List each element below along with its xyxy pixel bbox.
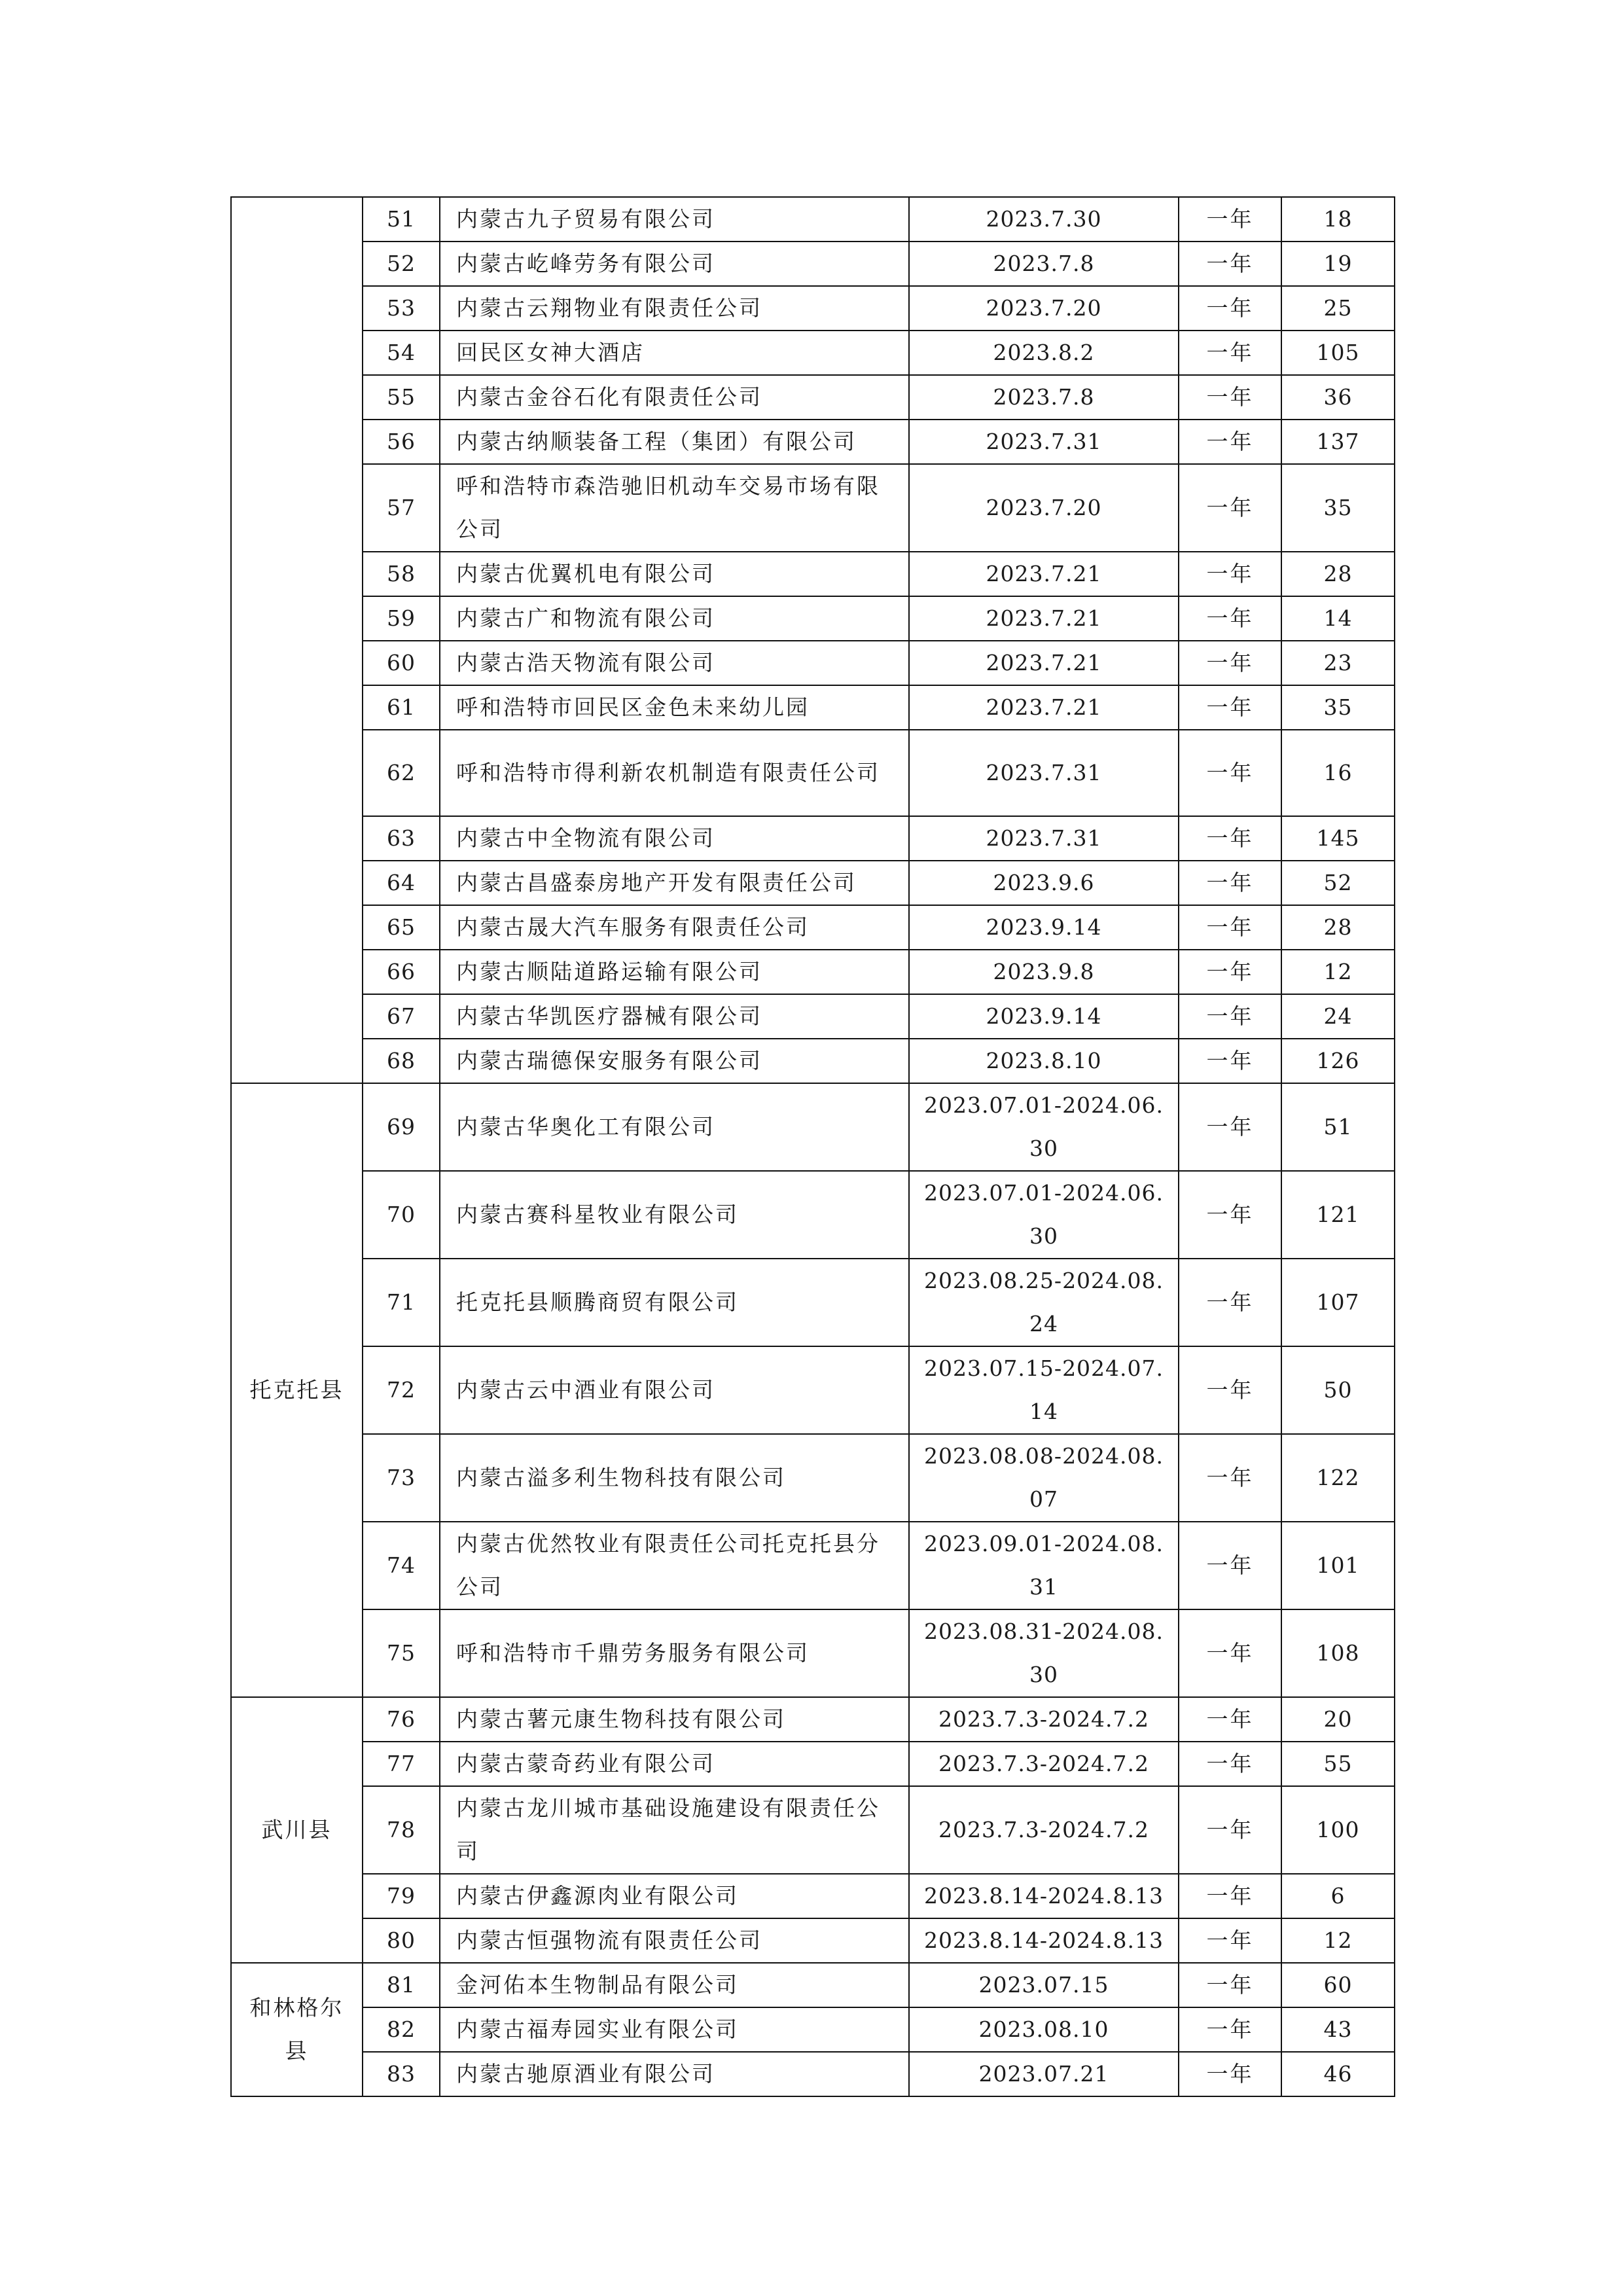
count-cell: 12 (1281, 950, 1395, 994)
company-name-cell: 内蒙古九子贸易有限公司 (440, 197, 909, 242)
count-cell: 122 (1281, 1434, 1395, 1522)
date-cell: 2023.7.3-2024.7.2 (909, 1742, 1179, 1786)
row-number-cell: 63 (363, 816, 440, 861)
date-cell: 2023.7.8 (909, 375, 1179, 420)
date-cell: 2023.9.6 (909, 861, 1179, 905)
count-cell: 28 (1281, 905, 1395, 950)
table-row (231, 861, 1395, 905)
date-cell: 2023.7.8 (909, 242, 1179, 286)
table-row (231, 2052, 1395, 2096)
count-cell: 107 (1281, 1259, 1395, 1346)
row-number-cell: 68 (363, 1039, 440, 1083)
term-cell: 一年 (1179, 641, 1281, 685)
company-name-cell: 内蒙古金谷石化有限责任公司 (440, 375, 909, 420)
date-cell: 2023.7.30 (909, 197, 1179, 242)
row-number-cell: 74 (363, 1522, 440, 1609)
count-cell: 18 (1281, 197, 1395, 242)
term-cell: 一年 (1179, 375, 1281, 420)
row-number-cell: 80 (363, 1918, 440, 1963)
count-cell: 12 (1281, 1918, 1395, 1963)
table-row (231, 2007, 1395, 2052)
count-cell: 121 (1281, 1171, 1395, 1259)
table-row (231, 464, 1395, 552)
company-name-cell: 内蒙古薯元康生物科技有限公司 (440, 1697, 909, 1742)
date-cell: 2023.08.25-2024.08.24 (909, 1259, 1179, 1346)
table-row (231, 1918, 1395, 1963)
company-name-cell: 内蒙古纳顺装备工程（集团）有限公司 (440, 420, 909, 464)
table-row (231, 286, 1395, 331)
count-cell: 28 (1281, 552, 1395, 596)
company-name-cell: 内蒙古恒强物流有限责任公司 (440, 1918, 909, 1963)
company-name-cell: 呼和浩特市得利新农机制造有限责任公司 (440, 730, 909, 816)
count-cell: 24 (1281, 994, 1395, 1039)
table-row (231, 994, 1395, 1039)
count-cell: 108 (1281, 1609, 1395, 1697)
company-name-cell: 内蒙古广和物流有限公司 (440, 596, 909, 641)
table-row (231, 1083, 1395, 1171)
count-cell: 137 (1281, 420, 1395, 464)
count-cell: 145 (1281, 816, 1395, 861)
row-number-cell: 77 (363, 1742, 440, 1786)
row-number-cell: 83 (363, 2052, 440, 2096)
date-cell: 2023.7.20 (909, 286, 1179, 331)
term-cell: 一年 (1179, 994, 1281, 1039)
term-cell: 一年 (1179, 2007, 1281, 2052)
date-cell: 2023.7.3-2024.7.2 (909, 1786, 1179, 1874)
company-name-cell: 内蒙古伊鑫源肉业有限公司 (440, 1874, 909, 1918)
date-cell: 2023.7.21 (909, 641, 1179, 685)
term-cell: 一年 (1179, 685, 1281, 730)
date-cell: 2023.9.14 (909, 994, 1179, 1039)
date-cell: 2023.7.21 (909, 552, 1179, 596)
row-number-cell: 55 (363, 375, 440, 420)
row-number-cell: 58 (363, 552, 440, 596)
table-row (231, 905, 1395, 950)
table-row (231, 1697, 1395, 1742)
term-cell: 一年 (1179, 1786, 1281, 1874)
term-cell: 一年 (1179, 2052, 1281, 2096)
row-number-cell: 60 (363, 641, 440, 685)
term-cell: 一年 (1179, 1742, 1281, 1786)
row-number-cell: 79 (363, 1874, 440, 1918)
table-row (231, 641, 1395, 685)
date-cell: 2023.09.01-2024.08.31 (909, 1522, 1179, 1609)
table-row (231, 685, 1395, 730)
row-number-cell: 66 (363, 950, 440, 994)
count-cell: 126 (1281, 1039, 1395, 1083)
table-row (231, 1346, 1395, 1434)
term-cell: 一年 (1179, 730, 1281, 816)
date-cell: 2023.8.14-2024.8.13 (909, 1874, 1179, 1918)
count-cell: 19 (1281, 242, 1395, 286)
company-name-cell: 内蒙古龙川城市基础设施建设有限责任公司 (440, 1786, 909, 1874)
company-name-cell: 金河佑本生物制品有限公司 (440, 1963, 909, 2007)
count-cell: 55 (1281, 1742, 1395, 1786)
term-cell: 一年 (1179, 331, 1281, 375)
company-name-cell: 呼和浩特市回民区金色未来幼儿园 (440, 685, 909, 730)
date-cell: 2023.08.10 (909, 2007, 1179, 2052)
company-name-cell: 内蒙古华凯医疗器械有限公司 (440, 994, 909, 1039)
row-number-cell: 51 (363, 197, 440, 242)
table-row (231, 197, 1395, 242)
row-number-cell: 61 (363, 685, 440, 730)
table-row (231, 1522, 1395, 1609)
count-cell: 105 (1281, 331, 1395, 375)
count-cell: 20 (1281, 1697, 1395, 1742)
count-cell: 60 (1281, 1963, 1395, 2007)
count-cell: 16 (1281, 730, 1395, 816)
row-number-cell: 62 (363, 730, 440, 816)
date-cell: 2023.7.31 (909, 816, 1179, 861)
row-number-cell: 56 (363, 420, 440, 464)
company-name-cell: 内蒙古驰原酒业有限公司 (440, 2052, 909, 2096)
term-cell: 一年 (1179, 420, 1281, 464)
company-name-cell: 托克托县顺腾商贸有限公司 (440, 1259, 909, 1346)
term-cell: 一年 (1179, 286, 1281, 331)
company-name-cell: 内蒙古中全物流有限公司 (440, 816, 909, 861)
enterprise-table-body (231, 197, 1395, 2096)
row-number-cell: 70 (363, 1171, 440, 1259)
term-cell: 一年 (1179, 861, 1281, 905)
company-name-cell: 回民区女神大酒店 (440, 331, 909, 375)
row-number-cell: 54 (363, 331, 440, 375)
term-cell: 一年 (1179, 816, 1281, 861)
row-number-cell: 76 (363, 1697, 440, 1742)
row-number-cell: 65 (363, 905, 440, 950)
date-cell: 2023.7.20 (909, 464, 1179, 552)
row-number-cell: 81 (363, 1963, 440, 2007)
term-cell: 一年 (1179, 1522, 1281, 1609)
date-cell: 2023.07.21 (909, 2052, 1179, 2096)
company-name-cell: 内蒙古屹峰劳务有限公司 (440, 242, 909, 286)
company-name-cell: 内蒙古顺陆道路运输有限公司 (440, 950, 909, 994)
table-row (231, 552, 1395, 596)
table-row (231, 1609, 1395, 1697)
count-cell: 25 (1281, 286, 1395, 331)
term-cell: 一年 (1179, 905, 1281, 950)
date-cell: 2023.8.10 (909, 1039, 1179, 1083)
count-cell: 35 (1281, 685, 1395, 730)
term-cell: 一年 (1179, 1963, 1281, 2007)
enterprise-table (230, 196, 1395, 2097)
term-cell: 一年 (1179, 464, 1281, 552)
count-cell: 50 (1281, 1346, 1395, 1434)
date-cell: 2023.8.2 (909, 331, 1179, 375)
table-row (231, 420, 1395, 464)
term-cell: 一年 (1179, 1874, 1281, 1918)
county-cell: 托克托县 (231, 1083, 363, 1697)
count-cell: 51 (1281, 1083, 1395, 1171)
count-cell: 14 (1281, 596, 1395, 641)
table-row (231, 1259, 1395, 1346)
table-row (231, 331, 1395, 375)
county-cell: 武川县 (231, 1697, 363, 1963)
row-number-cell: 52 (363, 242, 440, 286)
row-number-cell: 72 (363, 1346, 440, 1434)
term-cell: 一年 (1179, 242, 1281, 286)
count-cell: 101 (1281, 1522, 1395, 1609)
row-number-cell: 59 (363, 596, 440, 641)
table-row (231, 596, 1395, 641)
date-cell: 2023.9.14 (909, 905, 1179, 950)
date-cell: 2023.8.14-2024.8.13 (909, 1918, 1179, 1963)
row-number-cell: 69 (363, 1083, 440, 1171)
table-row (231, 1742, 1395, 1786)
row-number-cell: 82 (363, 2007, 440, 2052)
term-cell: 一年 (1179, 197, 1281, 242)
term-cell: 一年 (1179, 1609, 1281, 1697)
term-cell: 一年 (1179, 950, 1281, 994)
count-cell: 100 (1281, 1786, 1395, 1874)
date-cell: 2023.7.31 (909, 420, 1179, 464)
company-name-cell: 内蒙古优翼机电有限公司 (440, 552, 909, 596)
count-cell: 36 (1281, 375, 1395, 420)
company-name-cell: 呼和浩特市千鼎劳务服务有限公司 (440, 1609, 909, 1697)
company-name-cell: 内蒙古华奥化工有限公司 (440, 1083, 909, 1171)
company-name-cell: 呼和浩特市森浩驰旧机动车交易市场有限公司 (440, 464, 909, 552)
row-number-cell: 71 (363, 1259, 440, 1346)
company-name-cell: 内蒙古浩天物流有限公司 (440, 641, 909, 685)
count-cell: 46 (1281, 2052, 1395, 2096)
row-number-cell: 53 (363, 286, 440, 331)
date-cell: 2023.7.21 (909, 685, 1179, 730)
company-name-cell: 内蒙古昌盛泰房地产开发有限责任公司 (440, 861, 909, 905)
term-cell: 一年 (1179, 1697, 1281, 1742)
company-name-cell: 内蒙古赛科星牧业有限公司 (440, 1171, 909, 1259)
table-row (231, 1963, 1395, 2007)
date-cell: 2023.08.08-2024.08.07 (909, 1434, 1179, 1522)
count-cell: 43 (1281, 2007, 1395, 2052)
table-row (231, 1171, 1395, 1259)
date-cell: 2023.7.31 (909, 730, 1179, 816)
term-cell: 一年 (1179, 1918, 1281, 1963)
count-cell: 23 (1281, 641, 1395, 685)
row-number-cell: 75 (363, 1609, 440, 1697)
company-name-cell: 内蒙古福寿园实业有限公司 (440, 2007, 909, 2052)
company-name-cell: 内蒙古云翔物业有限责任公司 (440, 286, 909, 331)
county-cell: 和林格尔县 (231, 1963, 363, 2096)
table-row (231, 730, 1395, 816)
term-cell: 一年 (1179, 596, 1281, 641)
company-name-cell: 内蒙古瑞德保安服务有限公司 (440, 1039, 909, 1083)
table-row (231, 1874, 1395, 1918)
county-cell (231, 197, 363, 1083)
row-number-cell: 73 (363, 1434, 440, 1522)
term-cell: 一年 (1179, 1083, 1281, 1171)
count-cell: 6 (1281, 1874, 1395, 1918)
table-row (231, 1039, 1395, 1083)
row-number-cell: 64 (363, 861, 440, 905)
row-number-cell: 78 (363, 1786, 440, 1874)
term-cell: 一年 (1179, 552, 1281, 596)
table-row (231, 242, 1395, 286)
count-cell: 52 (1281, 861, 1395, 905)
date-cell: 2023.7.21 (909, 596, 1179, 641)
term-cell: 一年 (1179, 1434, 1281, 1522)
date-cell: 2023.07.01-2024.06.30 (909, 1171, 1179, 1259)
date-cell: 2023.07.01-2024.06.30 (909, 1083, 1179, 1171)
date-cell: 2023.7.3-2024.7.2 (909, 1697, 1179, 1742)
company-name-cell: 内蒙古晟大汽车服务有限责任公司 (440, 905, 909, 950)
table-row (231, 1434, 1395, 1522)
row-number-cell: 57 (363, 464, 440, 552)
company-name-cell: 内蒙古蒙奇药业有限公司 (440, 1742, 909, 1786)
date-cell: 2023.9.8 (909, 950, 1179, 994)
company-name-cell: 内蒙古溢多利生物科技有限公司 (440, 1434, 909, 1522)
table-row (231, 1786, 1395, 1874)
term-cell: 一年 (1179, 1171, 1281, 1259)
date-cell: 2023.08.31-2024.08.30 (909, 1609, 1179, 1697)
term-cell: 一年 (1179, 1259, 1281, 1346)
table-row (231, 375, 1395, 420)
table-row (231, 816, 1395, 861)
term-cell: 一年 (1179, 1039, 1281, 1083)
date-cell: 2023.07.15-2024.07.14 (909, 1346, 1179, 1434)
company-name-cell: 内蒙古云中酒业有限公司 (440, 1346, 909, 1434)
date-cell: 2023.07.15 (909, 1963, 1179, 2007)
count-cell: 35 (1281, 464, 1395, 552)
company-name-cell: 内蒙古优然牧业有限责任公司托克托县分公司 (440, 1522, 909, 1609)
table-row (231, 950, 1395, 994)
row-number-cell: 67 (363, 994, 440, 1039)
term-cell: 一年 (1179, 1346, 1281, 1434)
